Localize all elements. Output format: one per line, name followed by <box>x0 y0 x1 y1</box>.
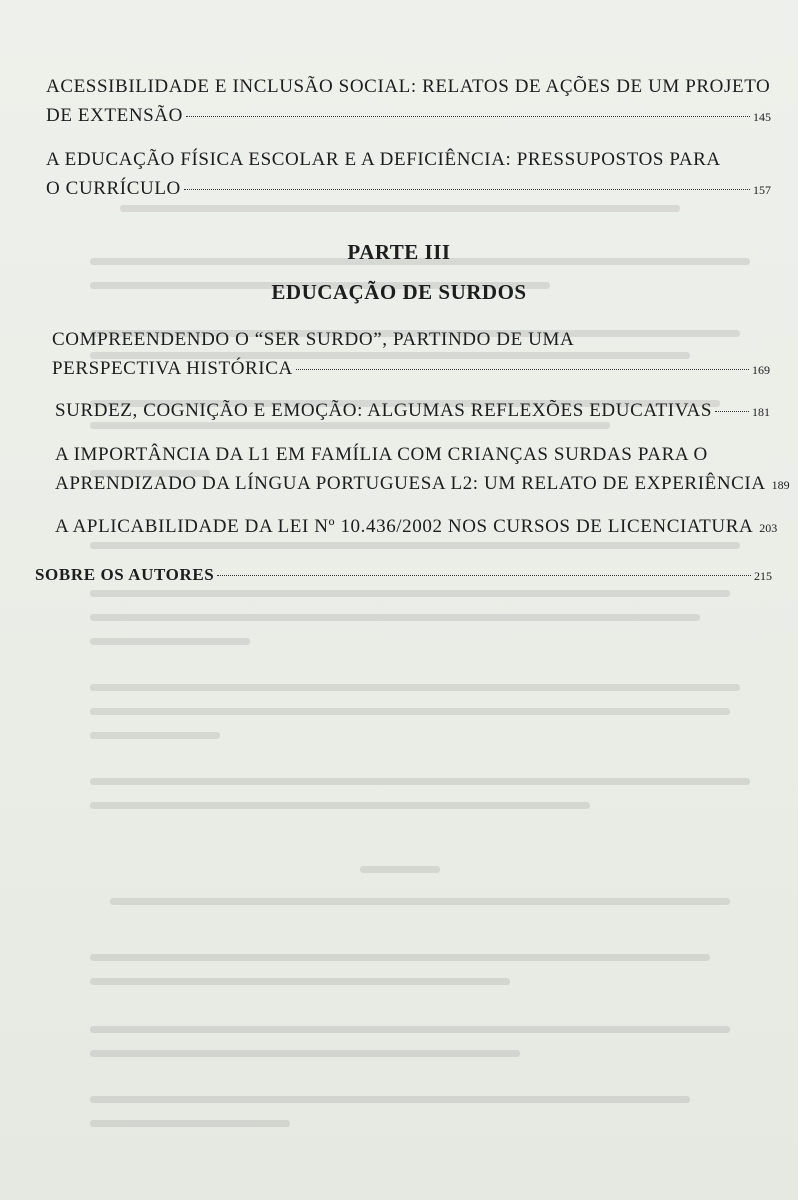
toc-entry-line <box>46 101 771 132</box>
toc-entry-title: ACESSIBILIDADE E INCLUSÃO SOCIAL: RELATOS DE AÇÕES DE UM PROJETO <box>46 76 771 97</box>
toc-entry-title: COMPREENDENDO O “SER SURDO”, PARTINDO DE UMA <box>52 329 575 350</box>
toc-page-number: 181 <box>752 405 770 419</box>
toc-entry-line <box>46 174 771 205</box>
toc-entry-about-authors[interactable] <box>35 560 772 591</box>
toc-entry-title: PERSPECTIVA HISTÓRICA <box>52 358 293 379</box>
toc-entry-line <box>46 145 771 174</box>
toc-entry-line <box>52 325 770 354</box>
toc-entry[interactable] <box>46 72 771 132</box>
toc-entry[interactable] <box>46 145 771 205</box>
toc-entry-line <box>55 396 770 427</box>
toc-entry-line <box>52 354 770 385</box>
toc-entry-title: APRENDIZADO DA LÍNGUA PORTUGUESA L2: UM RELATO DE EXPERIÊNCIA <box>55 473 766 494</box>
toc-page-number: 189 <box>771 478 790 492</box>
dot-leader <box>186 115 750 117</box>
toc-entry[interactable] <box>52 325 770 385</box>
dot-leader <box>184 188 750 190</box>
toc-entry-line <box>55 440 770 469</box>
toc-page-number: 203 <box>759 521 778 535</box>
toc-page-number: 145 <box>753 110 771 124</box>
toc-entry-title: A APLICABILIDADE DA LEI Nº 10.436/2002 NOS CURSOS DE LICENCIATURA <box>55 516 754 537</box>
toc-entry-title: SURDEZ, COGNIÇÃO E EMOÇÃO: ALGUMAS REFLEXÕES EDUCATIVAS <box>55 400 713 421</box>
toc-entry[interactable] <box>55 396 770 427</box>
toc-entry-title: DE EXTENSÃO <box>46 105 183 126</box>
toc-entry-line <box>35 560 772 591</box>
dot-leader <box>296 368 749 370</box>
toc-entry[interactable] <box>55 440 790 500</box>
toc-entry-title: A IMPORTÂNCIA DA L1 EM FAMÍLIA COM CRIANÇAS SURDAS PARA O <box>55 444 708 465</box>
toc-entry-line <box>55 512 778 543</box>
toc-entry-line <box>55 469 790 500</box>
part-label: PARTE III <box>347 240 451 264</box>
dot-leader <box>217 574 751 576</box>
toc-entry[interactable] <box>55 512 778 543</box>
toc-entry-line <box>46 72 771 101</box>
toc-entry-title: SOBRE OS AUTORES <box>35 565 215 584</box>
toc-entry-title: A EDUCAÇÃO FÍSICA ESCOLAR E A DEFICIÊNCIA: PRESSUPOSTOS PARA <box>46 149 721 170</box>
part-title: EDUCAÇÃO DE SURDOS <box>271 280 527 304</box>
toc-page-number: 169 <box>752 363 770 377</box>
toc-entry-title: O CURRÍCULO <box>46 178 181 199</box>
toc-page-number: 157 <box>753 183 771 197</box>
dot-leader <box>715 410 749 412</box>
toc-page-number: 215 <box>754 569 772 583</box>
